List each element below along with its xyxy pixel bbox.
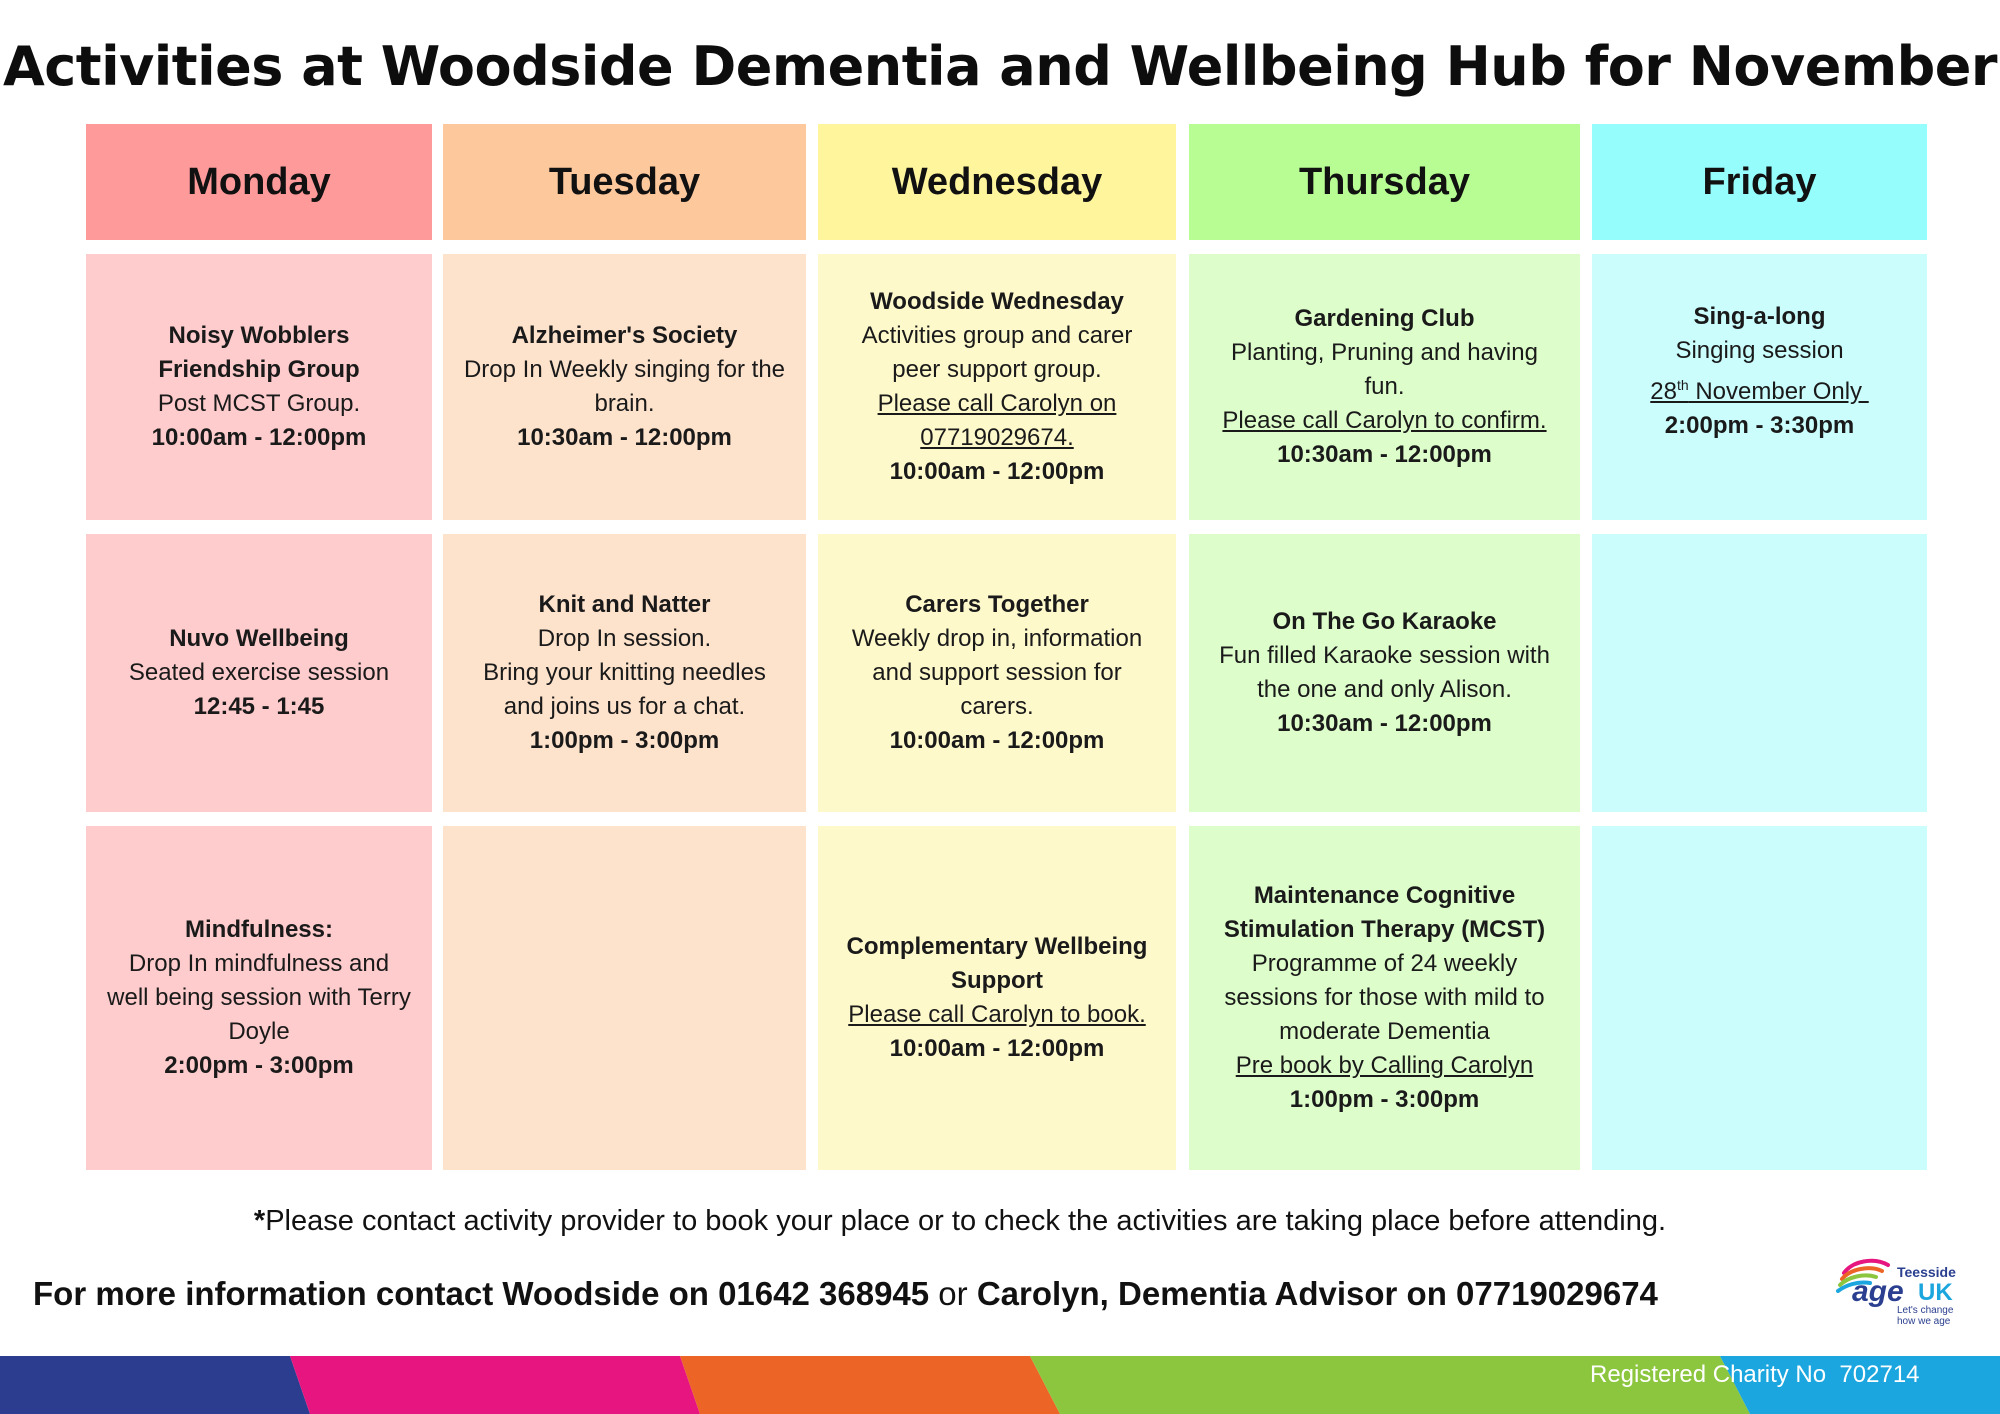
activity-name: Noisy Wobblers [168, 322, 350, 349]
activity-description: and joins us for a chat. [503, 693, 746, 720]
activity-cell-wednesday-2 [818, 534, 1176, 812]
activity-description: Seated exercise session [128, 659, 390, 686]
activity-name: On The Go Karaoke [1272, 608, 1497, 635]
activity-cell-thursday-1 [1189, 254, 1580, 520]
header-wednesday [818, 124, 1176, 240]
note-asterisk: * [253, 1205, 266, 1237]
activity-cell-wednesday-1 [818, 254, 1176, 520]
activity-description: and support session for [872, 659, 1122, 686]
activity-time: 10:00am - 12:00pm [889, 458, 1105, 485]
logo-uk: UK [1918, 1279, 1953, 1306]
logo-age: age [1852, 1275, 1904, 1308]
activity-description: well being session with Terry [107, 984, 411, 1011]
activity-name: Alzheimer's Society [511, 322, 738, 349]
activity-name: Maintenance Cognitive [1253, 882, 1516, 909]
contact-info [33, 1275, 1658, 1313]
activity-cell-tuesday-3 [443, 826, 806, 1170]
header-label: Monday [187, 160, 331, 203]
activity-description: Activities group and carer [861, 322, 1133, 349]
activity-description: peer support group. [892, 356, 1102, 383]
activity-cell-monday-3 [86, 826, 432, 1170]
activity-name: Mindfulness: [185, 916, 333, 943]
booking-disclaimer [0, 1205, 1920, 1238]
header-label: Friday [1702, 160, 1817, 203]
activity-description: Fun filled Karaoke session with [1219, 642, 1550, 669]
logo-tagline: Let's change how we age [1897, 1305, 1954, 1327]
activity-cell-tuesday-1 [443, 254, 806, 520]
booking-note: Please call Carolyn on [877, 390, 1117, 417]
stripe-segment [0, 1356, 310, 1414]
activity-cell-monday-1 [86, 254, 432, 520]
activity-description: Singing session [1675, 337, 1844, 364]
booking-note: Please call Carolyn to book. [848, 1001, 1146, 1028]
activity-description: Bring your knitting needles [483, 659, 766, 686]
activity-time: 10:30am - 12:00pm [517, 424, 732, 451]
activity-cell-monday-2 [86, 534, 432, 812]
activity-description: Drop In mindfulness and [128, 950, 390, 977]
activity-time: 10:30am - 12:00pm [1277, 441, 1492, 468]
booking-note: Please call Carolyn to confirm. [1222, 407, 1547, 434]
activity-cell-wednesday-3 [818, 826, 1176, 1170]
activity-description: moderate Dementia [1279, 1018, 1490, 1045]
activity-description: carers. [960, 693, 1034, 720]
booking-note: Pre book by Calling Carolyn [1235, 1052, 1534, 1079]
activity-time: 10:00am - 12:00pm [889, 1035, 1105, 1062]
activity-name: Support [951, 967, 1043, 994]
logo-region: Teesside [1897, 1264, 1956, 1280]
note-text: Please contact activity provider to book your place or to check the activities are taking place before attending. [265, 1205, 1667, 1237]
activity-description: Drop In Weekly singing for the [463, 356, 786, 383]
activity-cell-tuesday-2 [443, 534, 806, 812]
activity-time: 1:00pm - 3:00pm [1289, 1086, 1480, 1113]
header-label: Thursday [1298, 160, 1471, 203]
activity-time: 2:00pm - 3:00pm [164, 1052, 354, 1079]
activity-time: 10:00am - 12:00pm [889, 727, 1105, 754]
activity-name: Gardening Club [1294, 305, 1475, 332]
activity-name: Carers Together [905, 591, 1089, 618]
activity-description: Planting, Pruning and having [1231, 339, 1538, 366]
header-label: Tuesday [548, 160, 701, 203]
activity-description: the one and only Alison. [1257, 676, 1512, 703]
activity-description: Post MCST Group. [157, 390, 361, 417]
activity-name: Nuvo Wellbeing [169, 625, 349, 652]
page-title: Activities at Woodside Dementia and Wellbeing Hub for November [2, 35, 1998, 98]
activity-cell-friday-2 [1592, 534, 1927, 812]
date-ordinal: th [1676, 377, 1689, 393]
date-day: 28 [1650, 378, 1677, 405]
contact-woodside: For more information contact Woodside on 01642 368945 [33, 1275, 930, 1312]
activity-time: 10:00am - 12:00pm [151, 424, 367, 451]
activity-cell-thursday-2 [1189, 534, 1580, 812]
activity-description: brain. [594, 390, 655, 417]
activity-cell-friday-3 [1592, 826, 1927, 1170]
activity-description: Programme of 24 weekly [1251, 950, 1518, 977]
activity-name: Friendship Group [158, 356, 360, 383]
activity-description: Weekly drop in, information [851, 625, 1143, 652]
booking-phone: 07719029674. [920, 424, 1074, 451]
activity-name: Woodside Wednesday [870, 288, 1124, 315]
activity-description: fun. [1364, 373, 1405, 400]
activity-cell-thursday-3 [1189, 826, 1580, 1170]
header-monday [86, 124, 432, 240]
activity-name: Sing-a-long [1693, 303, 1826, 330]
activity-time: 10:30am - 12:00pm [1277, 710, 1492, 737]
charity-number: Registered Charity No 702714 [1590, 1361, 1920, 1388]
stripe-segment [680, 1356, 1060, 1414]
header-tuesday [443, 124, 806, 240]
activity-name: Complementary Wellbeing [846, 933, 1148, 960]
activity-cell-friday-1 [1592, 254, 1927, 520]
activity-name: Knit and Natter [538, 591, 711, 618]
contact-or: or [929, 1275, 977, 1312]
activity-time: 2:00pm - 3:30pm [1664, 412, 1855, 439]
contact-carolyn: Carolyn, Dementia Advisor on 07719029674 [976, 1275, 1658, 1312]
date-rest: November Only [1688, 378, 1869, 405]
activity-description: Drop In session. [537, 625, 712, 652]
activity-date [1650, 368, 1868, 409]
activity-description: Doyle [228, 1018, 290, 1045]
header-label: Wednesday [891, 160, 1103, 203]
header-thursday [1189, 124, 1580, 240]
activity-description: sessions for those with mild to [1224, 984, 1545, 1011]
stripe-segment [290, 1356, 700, 1414]
activity-time: 12:45 - 1:45 [193, 693, 325, 720]
activity-time: 1:00pm - 3:00pm [529, 727, 720, 754]
header-friday [1592, 124, 1927, 240]
activity-name: Stimulation Therapy (MCST) [1223, 916, 1546, 943]
